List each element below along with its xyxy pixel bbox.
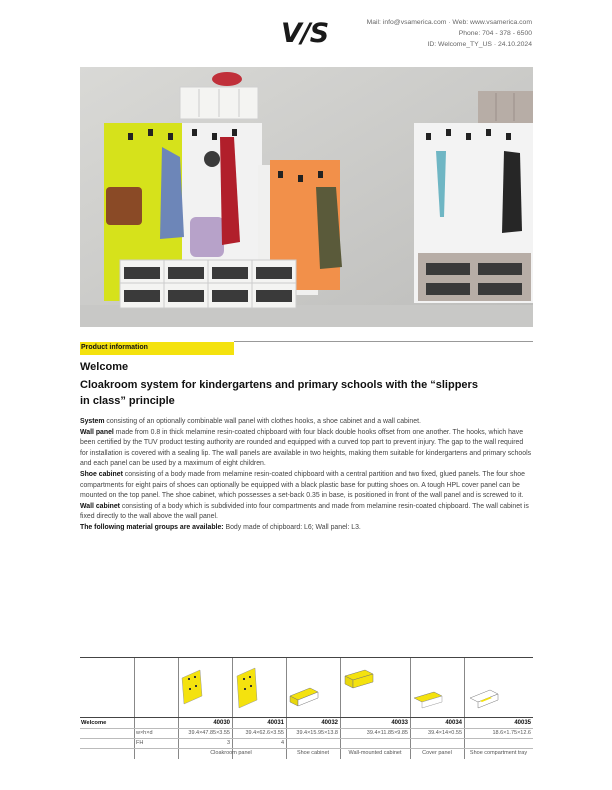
dimensions-value: 39.4×14×0.55 — [428, 730, 462, 736]
dimensions-value: 39.4×11.85×9.85 — [366, 730, 408, 736]
table-column-divider — [286, 658, 287, 759]
cloakroom-illustration — [80, 67, 533, 327]
table-column-divider — [340, 658, 341, 759]
contact-info — [367, 17, 532, 50]
cover-panel-icon — [412, 690, 444, 710]
product-type-name: Shoe compartment tray — [469, 750, 528, 756]
dimensions-value: 39.4×15.95×13.8 — [296, 730, 338, 736]
panel-yellow-icon — [180, 668, 204, 706]
wall-cabinet-text: consisting of a body which is subdivided into four compartments and made from melamine resin-coated chipboard. The wall cabinet is fixed directly to the wall above the wall panel. — [80, 502, 529, 521]
table-row-label: Welcome — [81, 720, 107, 726]
system-label: System — [80, 418, 105, 425]
materials-label: The following material groups are available: — [80, 523, 224, 531]
table-column-divider — [464, 658, 465, 759]
wall-cabinet-icon — [343, 668, 375, 690]
product-type-name: Shoe cabinet — [296, 750, 330, 756]
shoe-cabinet-paragraph — [80, 470, 532, 502]
dimensions-value: 39.4×62.6×3.55 — [245, 730, 284, 736]
shoe-tray-icon — [468, 688, 500, 710]
section-divider — [234, 341, 533, 342]
product-type-name: Cover panel — [422, 750, 452, 756]
article-number: 40034 — [445, 720, 462, 726]
dimensions-label: w×h×d — [136, 730, 153, 736]
wall-cabinet-paragraph — [80, 502, 532, 523]
product-description — [80, 417, 532, 534]
article-number: 40031 — [267, 720, 284, 726]
contact-phone: Phone: 704 - 378 - 6500 — [458, 30, 532, 37]
dimensions-value: 18.6×1.75×12.6 — [492, 730, 531, 736]
section-label: Product information — [81, 344, 148, 351]
contact-mail-web: Mail: info@vsamerica.com · Web: www.vsamerica.com — [366, 19, 532, 26]
document-id: ID: Welcome_TY_US · 24.10.2024 — [427, 41, 532, 48]
wall-panel-paragraph — [80, 428, 532, 470]
article-number: 40032 — [321, 720, 338, 726]
product-name: Welcome — [80, 361, 129, 373]
shoe-cabinet-text: consisting of a body made from melamine resin-coated chipboard with a central partition and two fixed, glued panels. The four shoe compartments for eight pairs of shoes can optionally be equipped with a black plastic base for putting shoes on. A tough HPL cover panel can be mounted on the top panel. The shoe cabinet, which possesses a set-back 0.35 in base, is positioned in front of the wall panel and is screwed to it. — [80, 470, 525, 500]
panel-yellow-tall-icon — [235, 666, 259, 710]
spec-table — [80, 657, 533, 759]
product-type-name: Wall-mounted cabinet — [348, 750, 402, 756]
wall-cabinet-label: Wall cabinet — [80, 502, 120, 510]
product-type-name: Cloakroom panel — [210, 750, 252, 756]
table-row-divider — [80, 738, 533, 739]
fh-label: FH — [136, 740, 144, 746]
materials-paragraph — [80, 523, 532, 534]
article-number: 40035 — [514, 720, 531, 726]
table-row-divider — [80, 717, 533, 718]
table-column-divider — [134, 658, 135, 759]
table-column-divider — [410, 658, 411, 759]
wall-panel-label: Wall panel — [80, 428, 114, 436]
fh-value: 3 — [226, 740, 230, 746]
article-number: 40033 — [391, 720, 408, 726]
dimensions-value: 39.4×47.85×3.55 — [188, 730, 230, 736]
fh-value: 4 — [280, 740, 284, 746]
shoe-cabinet-icon — [288, 686, 320, 708]
product-photo — [80, 67, 533, 327]
product-title: Cloakroom system for kindergartens and primary schools with the “slippers in class” principle — [80, 379, 478, 407]
materials-text: Body made of chipboard: L6; Wall panel: L3. — [223, 523, 361, 531]
shoe-cabinet-label: Shoe cabinet — [80, 470, 123, 478]
wall-panel-text: made from 0.8 in thick melamine resin-coated chipboard with four black double hooks offset from one another. The hooks, which have been certified by the TUV product testing authority are rounded and equipped with a curved top part to prevent injury. The gap to the wall required for installation is covered with a sealing lip. The wall panels are available in two heights, making them suitable for kindergartens and primary schools and each panel can be used by a maximum of eight children. — [80, 428, 532, 468]
system-paragraph — [80, 417, 532, 428]
system-text: consisting of an optionally combinable wall panel with clothes hooks, a shoe cabinet and a wall cabinet. — [104, 418, 421, 425]
article-number: 40030 — [213, 720, 230, 726]
vs-logo: V/S — [281, 18, 329, 49]
